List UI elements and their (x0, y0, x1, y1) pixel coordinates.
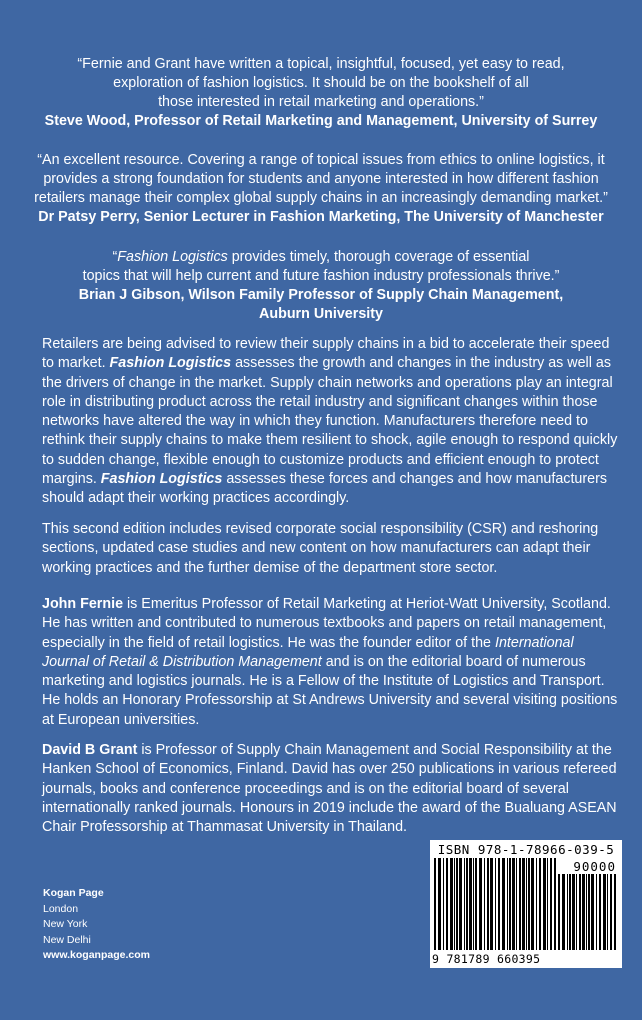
barcode-bar (536, 858, 537, 950)
barcode-bar (596, 874, 597, 950)
barcode-bar (459, 858, 462, 950)
barcode-bar (512, 858, 515, 950)
barcode-bar (469, 858, 472, 950)
barcode-bar (456, 858, 458, 950)
barcode-bar (591, 874, 594, 950)
barcode-bar (519, 858, 521, 950)
barcode-bar (572, 874, 575, 950)
barcode-bar (569, 874, 571, 950)
barcode-bar (464, 858, 465, 950)
publisher-name: Kogan Page (43, 887, 104, 899)
barcode-bar (526, 858, 527, 950)
ean-barcode-bars (434, 858, 556, 954)
isbn-label: ISBN 978-1-78966-039-5 (437, 842, 615, 857)
author-name: John Fernie (42, 596, 124, 612)
barcode-bar (438, 858, 441, 950)
barcode-bar (550, 858, 552, 950)
publisher-city: New Delhi (43, 933, 91, 946)
quote-line: “An excellent resource. Covering a range of topical issues from ethics to online logistics, it (37, 152, 605, 168)
barcode-bar (466, 858, 468, 950)
barcode-bar (582, 874, 585, 950)
barcode-bar (586, 874, 587, 950)
journal-title: International Journal of Retail & Distribution Management (42, 634, 574, 670)
barcode-bar (443, 858, 444, 950)
addon-barcode-bars (558, 874, 616, 950)
barcode-bar (558, 874, 560, 950)
barcode-bar (610, 874, 612, 950)
barcode-bar (567, 874, 568, 950)
barcode-bar (531, 858, 534, 950)
barcode-bar (475, 858, 477, 950)
book-title: Fashion Logistics (117, 249, 228, 265)
quote-line: topics that will help current and future fashion industry professionals thrive.” (82, 268, 560, 284)
author-name: David B Grant (42, 742, 138, 758)
barcode-bar (579, 874, 581, 950)
barcode-bar (479, 858, 482, 950)
barcode-bar (509, 858, 511, 950)
book-title: Fashion Logistics (100, 471, 223, 488)
quote-line: those interested in retail marketing and operations.” (158, 94, 484, 110)
barcode-bar (495, 858, 496, 950)
barcode-bar (576, 874, 577, 950)
quote-attribution: Steve Wood, Professor of Retail Marketing and Management, University of Surrey (44, 113, 598, 129)
barcode-bar (543, 858, 546, 950)
publisher-website: www.koganpage.com (43, 949, 150, 961)
description-paragraph-1: Retailers are being advised to review their supply chains in a bid to accelerate their speed to market. Fashion Logistics assesses the growth and changes in the industry as well as the drivers of change in the market. Supply chain networks and operations play an integral role in distributing product across the retail industry and significant changes within those networks have altered the way in which they function. Manufacturers therefore need to rethink their supply chains to make them resilient to shock, agile enough to respond quickly to sudden change, flexible enough to customize products and efficient enough to protect margins. Fashion Logistics assesses these forces and changes and how manufacturers should adapt their working practices accordingly. (42, 336, 618, 507)
barcode-bar (516, 858, 517, 950)
barcode-bar (507, 858, 508, 950)
barcode-bar (454, 858, 455, 950)
quote-line: “Fernie and Grant have written a topical, insightful, focused, yet easy to read, (77, 56, 565, 72)
barcode-bar (547, 858, 548, 950)
ean-digits: 9 781789 660395 (432, 952, 541, 966)
barcode-bar (484, 858, 485, 950)
book-title: Fashion Logistics (109, 355, 232, 372)
quote-line: provides a strong foundation for students and anyone interested in how different fashion (43, 171, 599, 187)
quote-attribution: Brian J Gibson, Wilson Family Professor of Supply Chain Management, (78, 287, 564, 303)
barcode-bar (614, 874, 616, 950)
isbn-barcode (430, 840, 622, 968)
author-bio-grant: David B Grant is Professor of Supply Chain Management and Social Responsibility at the Hanken School of Economics, Finland. David has over 250 publications in various refereed journals, books and conference proceedings and is on the editorial board of several internationally ranked journals. Honours in 2019 include the award of the Bualuang ASEAN Chair Professorship at Thammasat University in Thailand. (42, 742, 617, 836)
publisher-info (43, 886, 150, 964)
barcode-bar (603, 874, 606, 950)
barcode-bar (599, 874, 601, 950)
barcode-bar (487, 858, 489, 950)
barcode-bar (539, 858, 541, 950)
quote-attribution: Auburn University (259, 306, 383, 322)
barcode-bar (522, 858, 525, 950)
barcode-bar (434, 858, 436, 950)
endorsement-quote-2 (20, 151, 622, 227)
quote-line: exploration of fashion logistics. It should be on the bookshelf of all (113, 75, 529, 91)
publisher-city: New York (43, 918, 88, 930)
barcode-bar (554, 858, 556, 950)
publisher-city: London (43, 902, 79, 915)
barcode-bar (562, 874, 565, 950)
barcode-bar (450, 858, 453, 950)
barcode-bar (528, 858, 530, 950)
barcode-bar (498, 858, 500, 950)
barcode-bar (490, 858, 493, 950)
endorsement-quote-1 (20, 55, 622, 131)
quote-line: retailers manage their complex global supply chains in an increasingly demanding market.” (34, 190, 608, 206)
quote-attribution: Dr Patsy Perry, Senior Lecturer in Fashion Marketing, The University of Manchester (38, 209, 604, 225)
description-paragraph-2: This second edition includes revised corporate social responsibility (CSR) and reshoring sections, updated case studies and new content on how manufacturers can adapt their working practices and the further demise of the department store sector. (42, 521, 599, 576)
barcode-bar (588, 874, 590, 950)
barcode-bar (502, 858, 505, 950)
barcode-bar (607, 874, 608, 950)
price-code: 90000 (573, 859, 616, 874)
barcode-bar (446, 858, 448, 950)
barcode-bar (473, 858, 474, 950)
endorsement-quote-3 (20, 248, 622, 324)
quote-line: “Fashion Logistics provides timely, thorough coverage of essential (112, 249, 530, 265)
author-bio-fernie: John Fernie is Emeritus Professor of Retail Marketing at Heriot-Watt University, Scotland. He has written and contributed to numerous textbooks and papers on retail management, especially in the field of retail logistics. He was the founder editor of the International Journal of Retail & Distribution Management and is on the editorial board of numerous marketing and logistics journals. He is a Fellow of the Institute of Logistics and Transport. He holds an Honorary Professorship at St Andrews University and several visiting positions at European universities. (42, 596, 618, 728)
category-label: Logistics (579, 952, 620, 964)
